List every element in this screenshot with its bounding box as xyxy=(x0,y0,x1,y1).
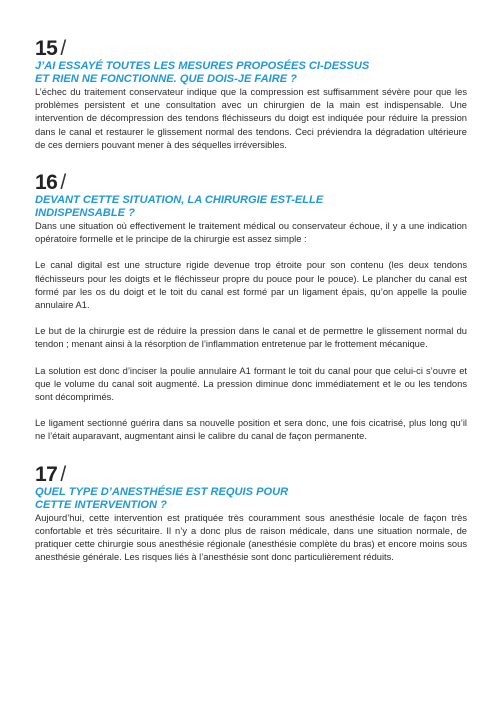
answer-paragraph: Le but de la chirurgie est de réduire la pression dans le canal et de permettre le glissement normal du tendon ; menant ainsi à la résorption de l’inflammation entretenue par le frottement mécanique. xyxy=(35,326,467,350)
answer-paragraph: Le canal digital est une structure rigide devenue trop étroite pour son contenu (les deux tendons fléchisseurs pour les doigts et le fléchisseur propre du pouce pour le pouce). Le plancher du canal est formé par les os du doigt et le toit du canal est formé par un ligament épais, qu’on appelle la poulie annulaire A1. xyxy=(35,260,467,311)
question-line: INDISPENSABLE ? xyxy=(35,207,135,220)
section-number: 15 / xyxy=(35,37,66,60)
question-line: J’AI ESSAYÉ TOUTES LES MESURES PROPOSÉES CI-DESSUS xyxy=(35,60,370,72)
section-16 xyxy=(35,172,467,444)
answer-paragraph: L’échec du traitement conservateur indique que la compression est suffisamment sévère pour que les problèmes persistent et une consultation avec un chirurgien de la main est indispensable. Une intervention de décompression des tendons fléchisseurs du doigt est indiquée pour réduire la pression dans le canal et restaurer le glissement normal des tendons. Ceci préviendra la dégradation ultérieure de ces derniers pouvant mener à des séquelles irréversibles. xyxy=(35,87,467,150)
question-line: ET RIEN NE FONCTIONNE. QUE DOIS-JE FAIRE ? xyxy=(35,73,297,85)
section-question xyxy=(35,194,467,220)
question-line: CETTE INTERVENTION ? xyxy=(35,498,167,511)
section-17 xyxy=(35,464,467,565)
section-number: 16 / xyxy=(35,171,66,195)
question-line: DEVANT CETTE SITUATION, LA CHIRURGIE EST-ELLE xyxy=(35,194,324,207)
section-question xyxy=(35,60,467,86)
section-question xyxy=(35,486,467,512)
answer-paragraph: Aujourd’hui, cette intervention est pratiquée très couramment sous anesthésie locale de façon très confortable et très sécuritaire. Il n’y a donc plus de raison médicale, dans une situation normale, de pratiquer cette chirurgie sous anesthésie régionale (anesthésie complète du bras) et encore moins sous anesthésie générale. Les risques liés à l’anesthésie sont donc particulièrement réduits. xyxy=(35,512,467,563)
answer-paragraph: Dans une situation où effectivement le traitement médical ou conservateur échoue, il y a une indication opératoire formelle et le principe de la chirurgie est assez simple : xyxy=(35,221,467,245)
section-15 xyxy=(35,38,467,152)
answer-paragraph: La solution est donc d’inciser la poulie annulaire A1 formant le toit du canal pour que celui-ci s’ouvre et que le volume du canal soit augmenté. La pression diminue donc immédiatement et le ou les tendons sont décomprimés. xyxy=(35,365,467,403)
section-number: 17 / xyxy=(35,462,66,486)
document-page xyxy=(35,38,467,564)
question-line: QUEL TYPE D’ANESTHÉSIE EST REQUIS POUR xyxy=(35,485,289,498)
answer-paragraph: Le ligament sectionné guérira dans sa nouvelle position et sera donc, une fois cicatrisé, plus long qu’il ne l’était auparavant, augmentant ainsi le calibre du canal de façon permanente. xyxy=(35,418,467,442)
